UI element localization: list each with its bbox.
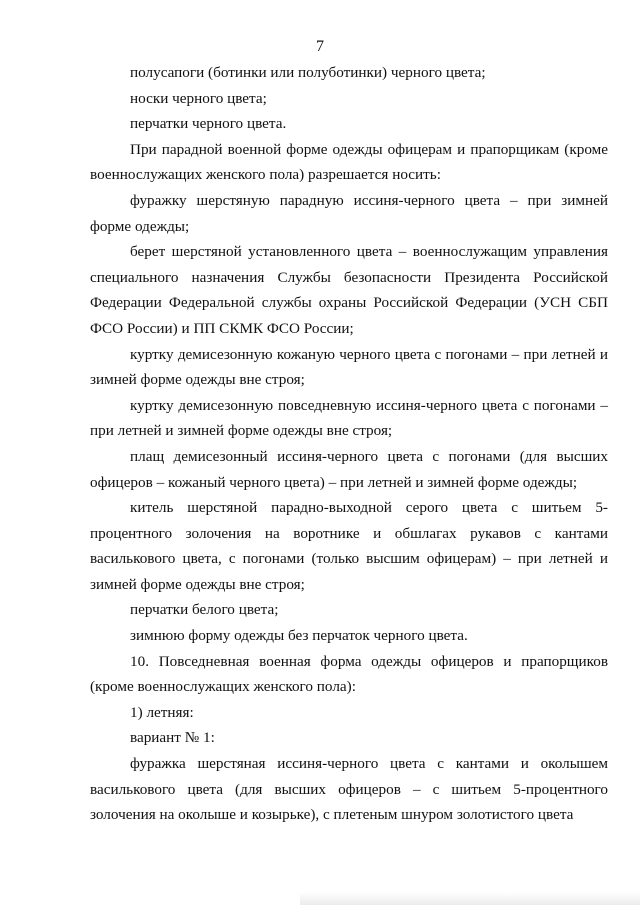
page-number: 7: [316, 38, 324, 55]
body-text: [90, 60, 608, 828]
paragraph: куртку демисезонную повседневную иссиня-черного цвета с погонами – при летней и зимней форме одежды вне строя;: [90, 396, 608, 440]
paragraph: берет шерстяной установленного цвета – военнослужащим управления специального назначения Службы безопасности Президента Российской Федерации Федеральной службы охраны Российской Федерации (УСН СБП ФСО России) и ПП СКМК ФСО России;: [90, 243, 608, 337]
paragraph: фуражку шерстяную парадную иссиня-черного цвета – при зимней форме одежды;: [90, 191, 608, 235]
paragraph: 1) летняя:: [130, 703, 194, 721]
paragraph: полусапоги (ботинки или полуботинки) черного цвета;: [130, 64, 486, 81]
paragraph: зимнюю форму одежды без перчаток черного цвета.: [130, 627, 468, 645]
paragraph: перчатки черного цвета.: [130, 115, 287, 133]
paragraph: китель шерстяной парадно-выходной серого цвета с шитьем 5-процентного золочения на воротнике и обшлагах рукавов с кантами василькового цвета, с погонами (только высшим офицерам) – при летней и зимней форме одежды вне строя;: [90, 499, 608, 593]
paragraph: куртку демисезонную кожаную черного цвета с погонами – при летней и зимней форме одежды вне строя;: [90, 345, 608, 389]
paragraph: плащ демисезонный иссиня-черного цвета с погонами (для высших офицеров – кожаный черного цвета) – при летней и зимней форме одежды;: [90, 447, 608, 491]
paragraph: фуражка шерстяная иссиня-черного цвета с кантами и околышем василькового цвета (для высших офицеров – с шитьем 5-процентного золочения на околыше и козырьке), с плетеным шнуром золотистого цвета: [90, 755, 608, 824]
paragraph: вариант № 1:: [130, 729, 215, 747]
paragraph: При парадной военной форме одежды офицерам и прапорщикам (кроме военнослужащих женского пола) разрешается носить:: [90, 140, 608, 184]
paragraph: носки черного цвета;: [130, 89, 267, 107]
scan-edge-shadow: [300, 892, 640, 905]
paragraph: 10. Повседневная военная форма одежды офицеров и прапорщиков (кроме военнослужащих женского пола):: [90, 652, 608, 696]
paragraph: перчатки белого цвета;: [130, 601, 279, 619]
